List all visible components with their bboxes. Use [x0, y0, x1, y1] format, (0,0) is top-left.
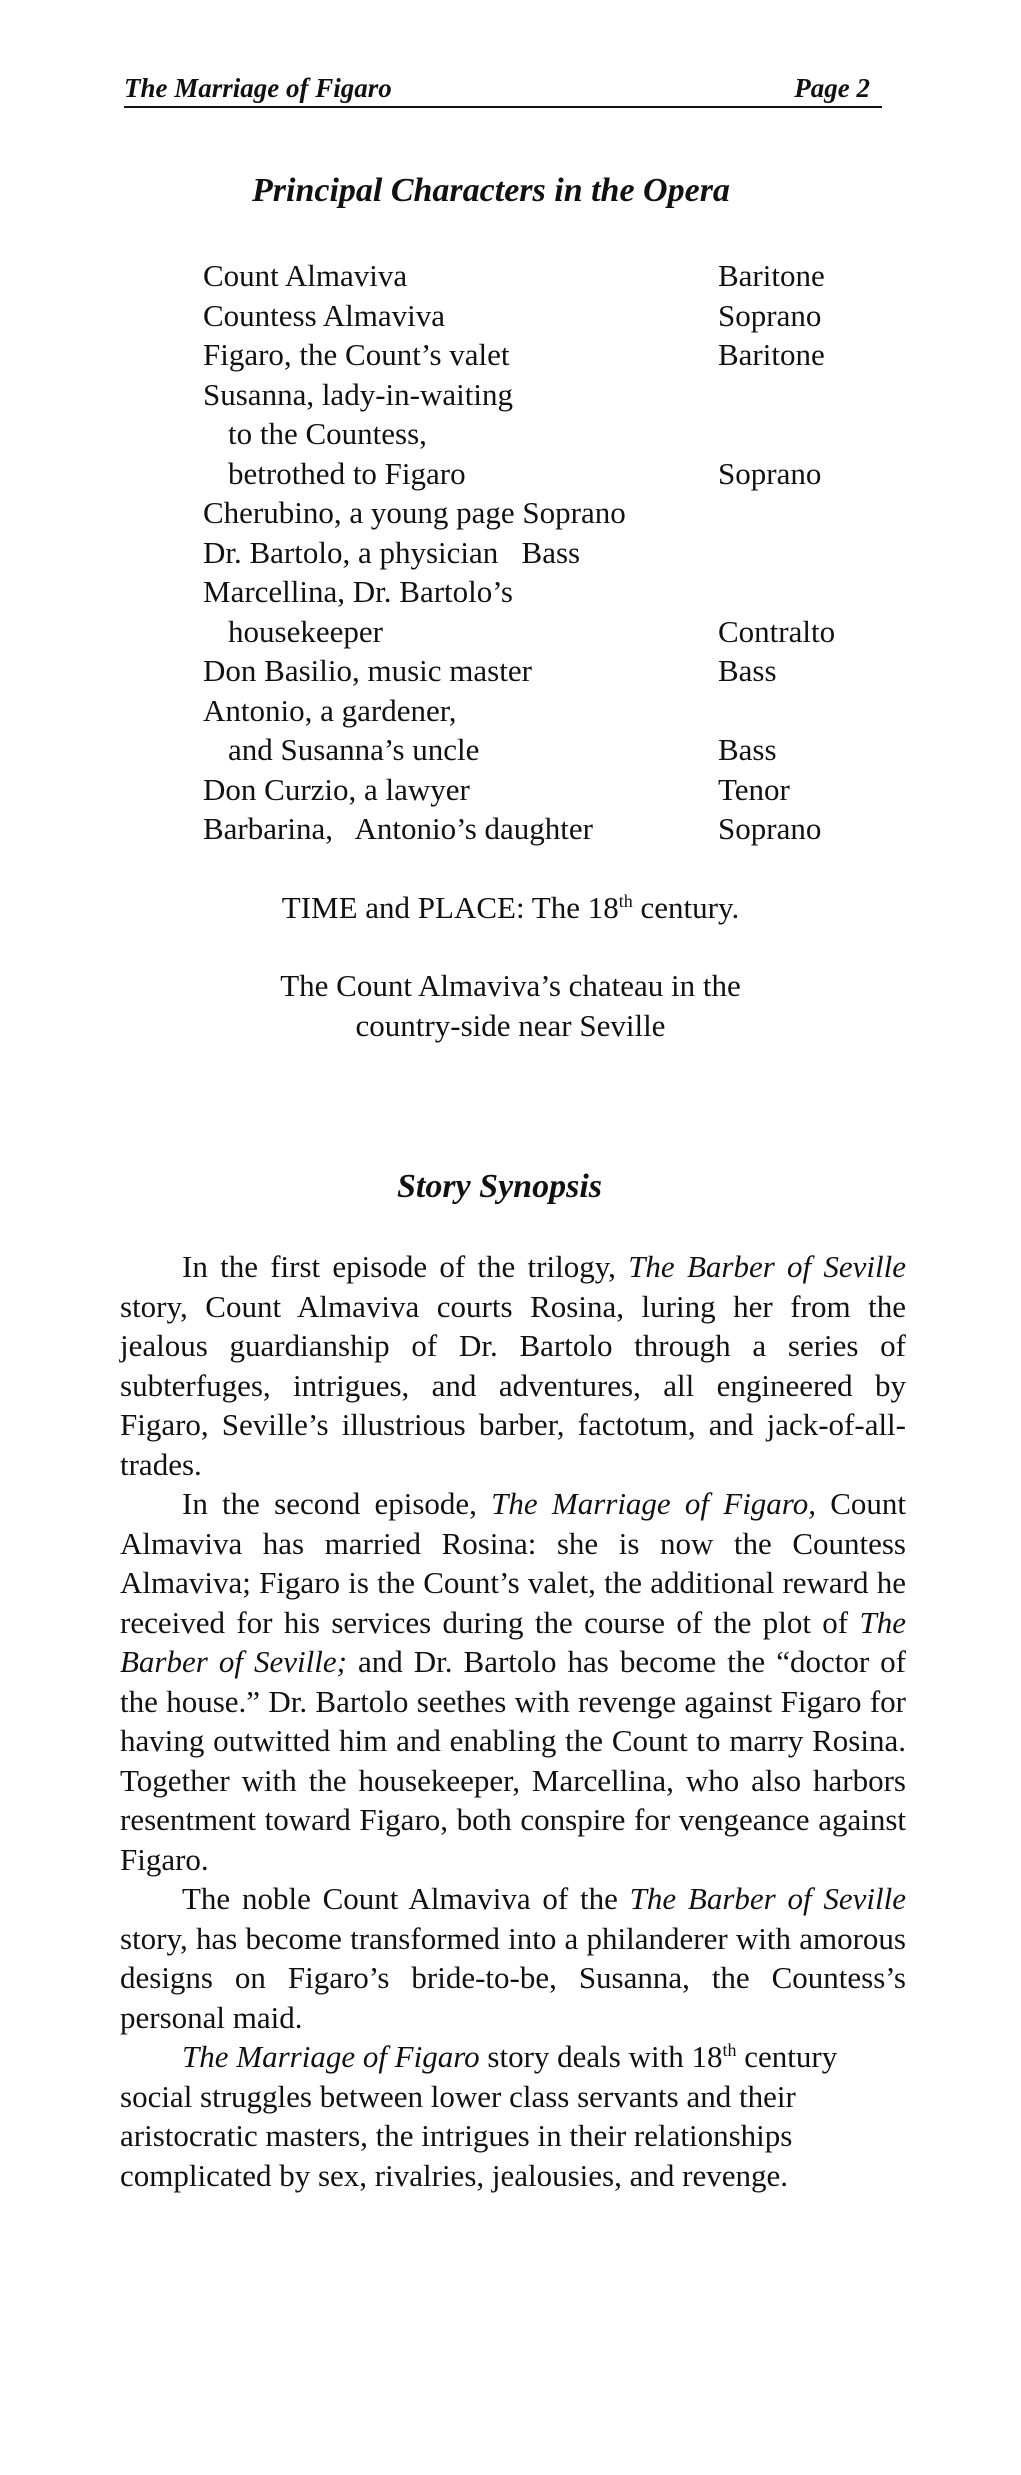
header-title: The Marriage of Figaro — [124, 73, 392, 103]
character-name: housekeeper — [228, 613, 383, 649]
character-name: Susanna, lady-in-waiting — [203, 376, 513, 412]
cast-row — [203, 651, 863, 691]
time-line — [0, 888, 1021, 928]
character-name: Don Curzio, a lawyer — [203, 771, 470, 807]
cast-row — [203, 414, 863, 454]
synopsis-paragraph — [120, 1484, 906, 1879]
voice-type: Soprano — [718, 811, 822, 846]
paragraph-text: and Dr. Bartolo has become the “doctor of the house.” Dr. Bartolo seethes with revenge against Figaro for having outwitted him and enabling the Count to marry Rosina. Together with the housekeeper, Marcellina, who also harbors resentment toward Figaro, both conspire for vengeance against Figaro. — [120, 1644, 906, 1877]
cast-row — [203, 809, 863, 849]
character-name: Countess Almaviva — [203, 297, 445, 333]
synopsis-body — [120, 1247, 906, 2195]
ordinal-suffix: th — [618, 891, 633, 911]
work-title: The Marriage of Figaro — [182, 2039, 480, 2074]
cast-row — [203, 770, 863, 810]
synopsis-paragraph — [120, 1879, 906, 2037]
cast-row — [203, 296, 863, 336]
cast-row — [203, 572, 863, 612]
character-name: Count Almaviva — [203, 258, 408, 293]
cast-row — [203, 256, 863, 296]
voice-type: Baritone — [718, 337, 825, 372]
paragraph-text: story, Count Almaviva courts Rosina, luring her from the jealous guardianship of Dr. Bartolo through a series of subterfuges, intrigues, and adventures, all engineered by Figaro, Seville’s illustrious barber, factotum, and jack-of-all-trades. — [120, 1288, 906, 1482]
paragraph-text: In the second episode, — [182, 1486, 492, 1521]
cast-row — [203, 730, 863, 770]
character-name: and Susanna’s uncle — [228, 732, 480, 767]
voice-type: Baritone — [718, 258, 825, 293]
voice-type: Bass — [718, 732, 777, 767]
time-text-end: century. — [632, 890, 740, 925]
voice-type: Bass — [718, 653, 777, 688]
character-name: Cherubino, a young page Soprano — [203, 495, 626, 530]
paragraph-text: Count Almaviva has married Rosina: she is now the Countess Almaviva; Figaro is the Count’s valet, the additional reward he received for his services during the course of the plot of — [120, 1486, 906, 1640]
synopsis-heading: Story Synopsis — [397, 1168, 602, 1205]
ordinal-suffix: th — [722, 2040, 737, 2060]
character-name: Marcellina, Dr. Bartolo’s — [203, 574, 513, 609]
cast-row — [203, 612, 863, 652]
work-title: The Marriage of Figaro, — [491, 1486, 816, 1521]
character-name: Barbarina, Antonio’s daughter — [203, 811, 593, 846]
voice-type: Soprano — [718, 455, 822, 491]
work-title: The Barber of Seville; — [120, 1604, 906, 1679]
cast-row — [203, 335, 863, 375]
voice-type: Soprano — [718, 297, 822, 333]
time-text: TIME and PLACE: The 18 — [281, 890, 619, 925]
voice-type: Contralto — [718, 613, 836, 649]
cast-list — [203, 256, 863, 849]
character-name: to the Countess, — [228, 416, 427, 451]
place-line: country-side near Seville — [355, 1008, 666, 1043]
synopsis-paragraph — [120, 1247, 906, 1484]
cast-row — [203, 493, 863, 533]
paragraph-text: story, has become transformed into a philanderer with amorous designs on Figaro’s bride-to-be, Susanna, the Countess’s personal maid. — [120, 1920, 906, 2035]
page-number: Page 2 — [794, 73, 870, 103]
paragraph-text: In the first episode of the trilogy, — [182, 1249, 629, 1284]
voice-type: Tenor — [718, 771, 790, 807]
character-name: Antonio, a gardener, — [203, 692, 457, 728]
cast-row — [203, 691, 863, 731]
character-name: betrothed to Figaro — [228, 455, 466, 491]
character-name: Don Basilio, music master — [203, 653, 532, 688]
place-block — [0, 966, 1021, 1046]
cast-row — [203, 375, 863, 415]
synopsis-paragraph — [120, 2037, 906, 2195]
paragraph-text: The noble Count Almaviva of the — [182, 1881, 630, 1916]
character-name: Dr. Bartolo, a physician Bass — [203, 534, 581, 570]
running-header — [124, 66, 882, 108]
work-title: The Barber of Seville — [629, 1881, 906, 1916]
place-line: The Count Almaviva’s chateau in the — [280, 968, 741, 1003]
character-name: Figaro, the Count’s valet — [203, 337, 510, 372]
work-title: The Barber of Seville — [628, 1249, 906, 1284]
paragraph-text: story deals with 18 — [479, 2039, 723, 2074]
paragraph-text: century social struggles between lower class servants and their aristocratic masters, the intrigues in their relationships complicated by sex, rivalries, jealousies, and revenge. — [120, 2039, 838, 2193]
cast-row — [203, 454, 863, 494]
characters-heading: Principal Characters in the Opera — [252, 172, 730, 209]
cast-row — [203, 533, 863, 573]
